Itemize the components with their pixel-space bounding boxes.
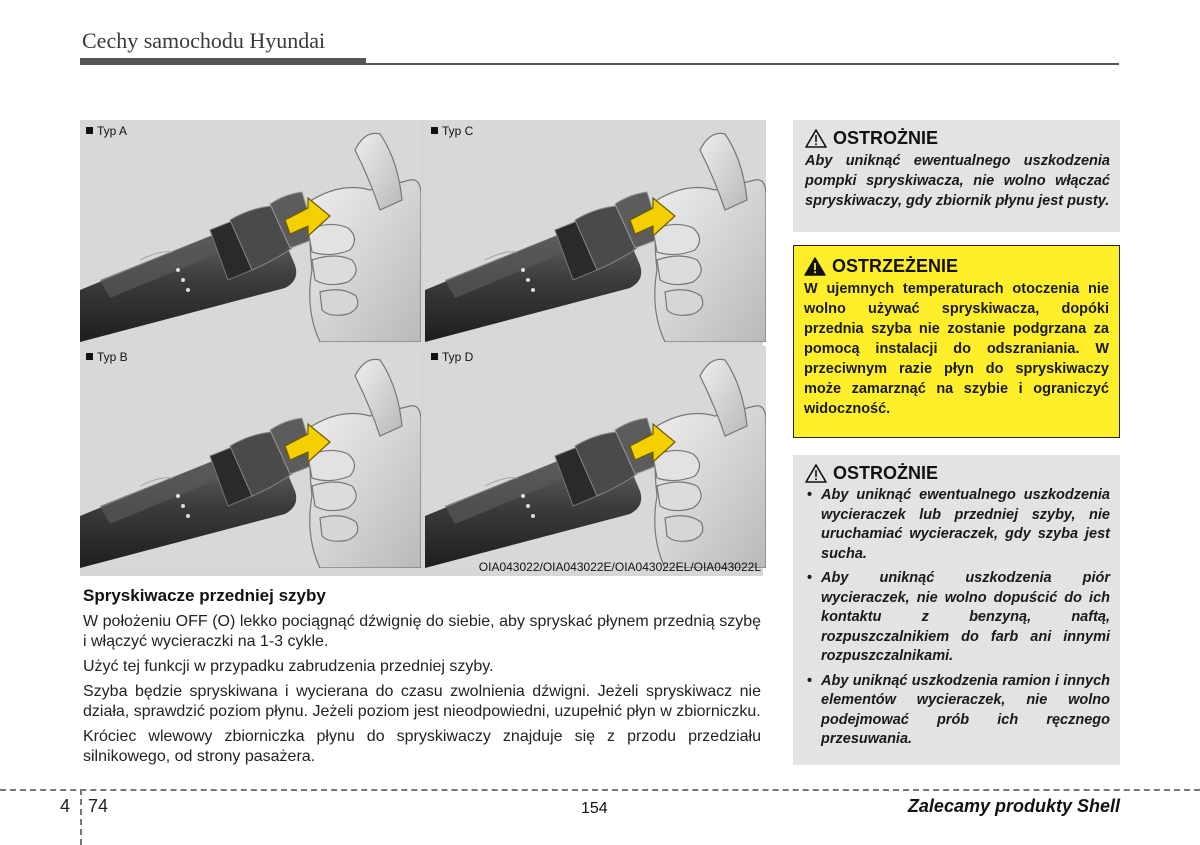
paragraph: Króciec wlewowy zbiorniczka płynu do spryskiwaczy znajduje się z przodu przedziału silnikowego, od strony pasażera. <box>83 728 761 765</box>
caution-list <box>805 486 1110 750</box>
paragraph: Szyba będzie spryskiwana i wycierana do czasu zwolnienia dźwigni. Jeżeli spryskiwacz nie działa, sprawdzić poziom płynu. Jeżeli poziom jest nieodpowiedni, uzupełnić płyn w zbiorniczku. <box>83 683 761 720</box>
caution-list-item: • Aby uniknąć uszkodzenia ramion i innych elementów wycieraczek, nie wolno podejmować prób ich ręcznego przesuwania. <box>805 672 1110 750</box>
caution-box-wipers <box>793 455 1120 765</box>
warning-box-freezing <box>793 245 1120 438</box>
figure-panel-typ-a <box>80 120 421 342</box>
caution-list-item: • Aby uniknąć ewentualnego uszkodzenia wycieraczek lub przedniej szyby, nie uruchamiać wycieraczek, gdy szyba jest sucha. <box>805 486 1110 564</box>
panel-label: Typ C <box>431 124 473 138</box>
wiper-lever-illustration <box>80 120 421 342</box>
figure-panel-typ-c <box>425 120 766 342</box>
paragraph: W położeniu OFF (O) lekko pociągnąć dźwignię do siebie, aby spryskać płynem przednią szybę i włączyć wycieraczki na 1-3 cykle. <box>83 613 761 650</box>
header-title: Cechy samochodu Hyundai <box>82 28 326 53</box>
figure-panel-typ-d <box>425 346 766 568</box>
footer-rule <box>0 789 1200 791</box>
header-rule-thin <box>366 63 1119 65</box>
panel-label: Typ D <box>431 350 473 364</box>
figure-code: OIA043022/OIA043022E/OIA043022EL/OIA043022L <box>478 560 761 574</box>
footer-chapter-number: 4 <box>60 796 71 816</box>
body-text <box>83 612 761 772</box>
header-rule-thick <box>80 58 366 65</box>
caution-heading: OSTROŻNIE <box>805 128 1110 149</box>
caution-text: Aby uniknąć ewentualnego uszkodzenia pompki spryskiwacza, nie wolno włączać spryskiwaczy, gdy zbiornik płynu jest pusty. <box>805 153 1110 209</box>
paragraph: Użyć tej funkcji w przypadku zabrudzenia przedniej szyby. <box>83 658 494 675</box>
footer-divider <box>80 789 82 845</box>
section-title: Spryskiwacze przedniej szyby <box>83 586 326 605</box>
figure-panel-typ-b <box>80 346 421 568</box>
panel-label: Typ A <box>86 124 127 138</box>
footer-page-number: 74 <box>88 796 109 816</box>
wiper-lever-illustration <box>80 346 421 568</box>
caution-heading: OSTROŻNIE <box>805 463 1110 484</box>
wiper-lever-illustration <box>425 346 766 568</box>
warning-text: W ujemnych temperaturach otoczenia nie wolno używać spryskiwacza, dopóki przednia szyba nie zostanie podgrzana za pomocą instalacji do odszraniania. W przeciwnym razie płyn do spryskiwaczy może zamarznąć na szybie i ograniczyć widoczność. <box>804 281 1109 417</box>
caution-list-item: • Aby uniknąć uszkodzenia piór wycieraczek, nie wolno dopuścić do ich kontaktu z benzyną, naftą, rozpuszczalnikiem do farb ani innymi rozpuszczalnikami. <box>805 569 1110 667</box>
caution-triangle-icon <box>805 129 827 148</box>
footer-sheet-number: 154 <box>581 800 608 817</box>
wiper-lever-illustration <box>425 120 766 342</box>
footer-slogan: Zalecamy produkty Shell <box>907 796 1120 816</box>
panel-label: Typ B <box>86 350 128 364</box>
caution-triangle-icon <box>805 464 827 483</box>
warning-triangle-icon <box>804 257 826 276</box>
warning-heading: OSTRZEŻENIE <box>804 256 1109 277</box>
caution-box-pump <box>793 120 1120 232</box>
wiper-lever-figure <box>80 120 763 576</box>
